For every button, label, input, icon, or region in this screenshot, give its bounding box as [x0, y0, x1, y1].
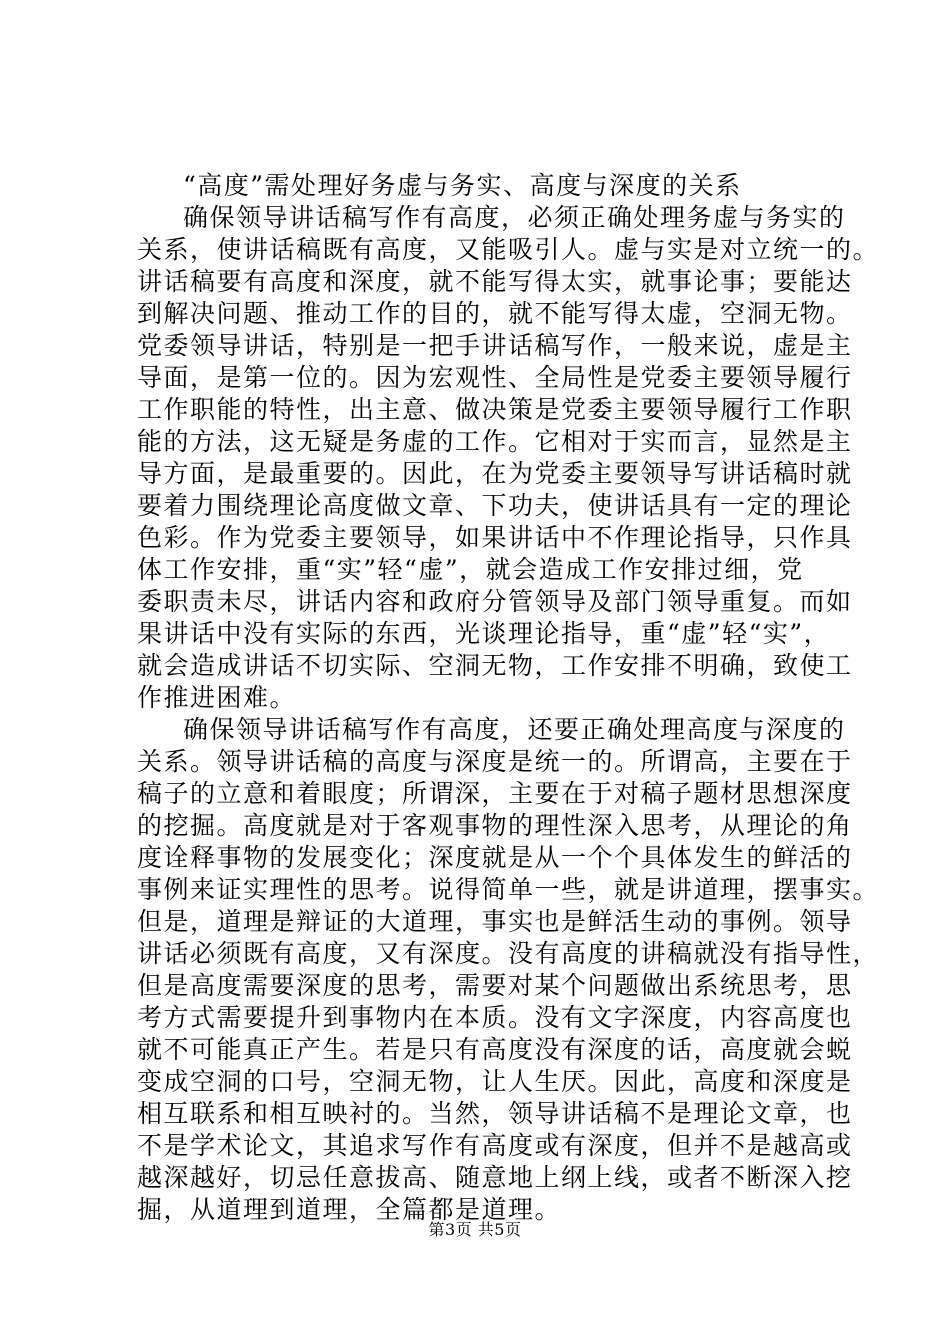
text-line: 稿子的立意和着眼度；所谓深，主要在于对稿子题材思想深度: [137, 779, 853, 808]
text-line: 工作职能的特性，出主意、做决策是党委主要领导履行工作职: [137, 395, 853, 424]
text-line: 变成空洞的口号，空洞无物，让人生厌。因此，高度和深度是: [137, 1067, 853, 1096]
text-line: 导面，是第一位的。因为宏观性、全局性是党委主要领导履行: [137, 363, 853, 392]
text-line: 党委领导讲话，特别是一把手讲话稿写作，一般来说，虚是主: [137, 331, 853, 360]
text-line: 就会造成讲话不切实际、空洞无物，工作安排不明确，致使工: [137, 651, 853, 680]
text-line: 作推进困难。: [137, 683, 297, 712]
document-body: [137, 170, 880, 1226]
section-heading: “高度”需处理好务虚与务实、高度与深度的关系: [183, 171, 742, 200]
text-line: 关系。领导讲话稿的高度与深度是统一的。所谓高，主要在于: [137, 747, 853, 776]
text-line: 但是高度需要深度的思考，需要对某个问题做出系统思考，思: [137, 971, 853, 1000]
text-line: 关系，使讲话稿既有高度，又能吸引人。虚与实是对立统一的。: [137, 235, 880, 264]
text-line: 考方式需要提升到事物内在本质。没有文字深度，内容高度也: [137, 1003, 853, 1032]
paragraph-2: [137, 714, 880, 1226]
text-line: 度诠释事物的发展变化；深度就是从一个个具体发生的鲜活的: [137, 843, 853, 872]
text-line: 导方面，是最重要的。因此，在为党委主要领导写讲话稿时就: [137, 459, 853, 488]
text-line: 就不可能真正产生。若是只有高度没有深度的话，高度就会蜕: [137, 1035, 853, 1064]
text-line: 的挖掘。高度就是对于客观事物的理性深入思考，从理论的角: [137, 811, 853, 840]
text-line: 越深越好，切忌任意拔高、随意地上纲上线，或者不断深入挖: [137, 1163, 853, 1192]
text-line: 但是，道理是辩证的大道理，事实也是鲜活生动的事例。领导: [137, 907, 853, 936]
text-line: 委职责未尽，讲话内容和政府分管领导及部门领导重复。而如: [137, 587, 853, 616]
text-line: 能的方法，这无疑是务虚的工作。它相对于实而言，显然是主: [137, 427, 853, 456]
page-number-footer: 第3页 共5页: [428, 1220, 522, 1239]
text-line: 到解决问题、推动工作的目的，就不能写得太虚，空洞无物。: [137, 299, 853, 328]
text-line: 体工作安排，重“实”轻“虚”，就会造成工作安排过细，党: [137, 555, 804, 584]
paragraph-1: [137, 202, 880, 714]
text-line: 不是学术论文，其追求写作有高度或有深度，但并不是越高或: [137, 1131, 853, 1160]
text-line: 色彩。作为党委主要领导，如果讲话中不作理论指导，只作具: [137, 523, 853, 552]
text-line: 确保领导讲话稿写作有高度，必须正确处理务虚与务实的: [183, 203, 846, 232]
text-line: 要着力围绕理论高度做文章、下功夫，使讲话具有一定的理论: [137, 491, 853, 520]
text-line: 事例来证实理性的思考。说得简单一些，就是讲道理，摆事实。: [137, 875, 880, 904]
text-line: 相互联系和相互映衬的。当然，领导讲话稿不是理论文章，也: [137, 1099, 853, 1128]
text-line: 掘，从道理到道理，全篇都是道理。: [137, 1195, 562, 1224]
text-line: 确保领导讲话稿写作有高度，还要正确处理高度与深度的: [183, 715, 846, 744]
text-line: 讲话必须既有高度，又有深度。没有高度的讲稿就没有指导性，: [137, 939, 880, 968]
text-line: 讲话稿要有高度和深度，就不能写得太实，就事论事；要能达: [137, 267, 853, 296]
text-line: 果讲话中没有实际的东西，光谈理论指导，重“虚”轻“实”，: [137, 619, 831, 648]
